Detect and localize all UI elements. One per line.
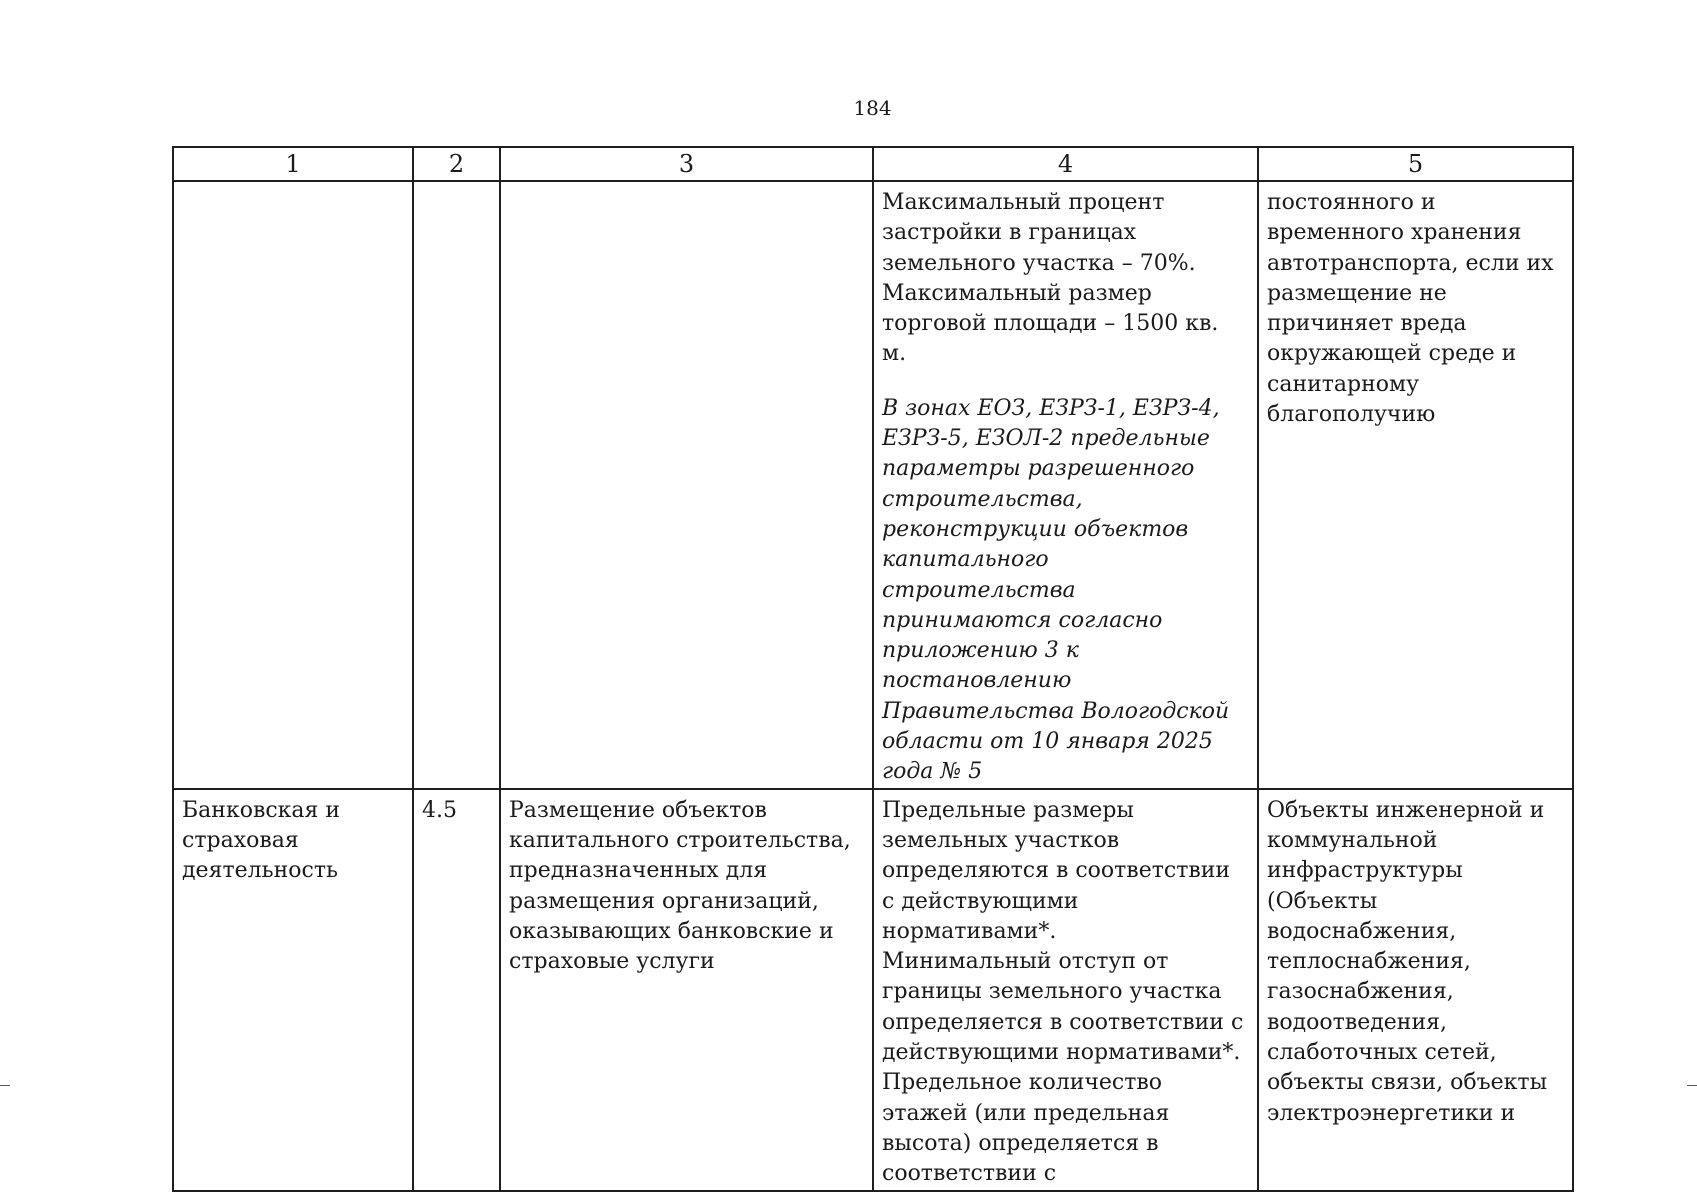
cell-use-type — [173, 181, 413, 789]
right-edge-mark — [1687, 1085, 1697, 1086]
cell-use-type: Банковская и страховая деятельность — [173, 789, 413, 1191]
column-header-4: 4 — [873, 147, 1258, 181]
parameter-text: Минимальный отступ от границы земельного участка определяется в соответствии с действующими нормативами*. — [882, 949, 1244, 1066]
cell-related-uses: Объекты инженерной и коммунальной инфраструктуры (Объекты водоснабжения, теплоснабжения, газоснабжения, водоотведения, слаботочных сетей, объекты связи, объекты электроэнергетики и — [1258, 789, 1573, 1191]
left-edge-mark — [0, 1085, 10, 1086]
parameter-text: Максимальный процент застройки в границах земельного участка – 70%. — [882, 190, 1196, 276]
table-header-row — [173, 147, 1573, 181]
table-row — [173, 789, 1573, 1191]
column-header-1: 1 — [173, 147, 413, 181]
column-header-2: 2 — [413, 147, 500, 181]
parameter-text: Максимальный размер торговой площади – 1500 кв. м. — [882, 280, 1219, 367]
table-row — [173, 181, 1573, 789]
regulations-table — [172, 146, 1574, 1192]
cell-code — [413, 181, 500, 789]
cell-related-uses: постоянного и временного хранения автотранспорта, если их размещение не причиняет вреда окружающей среде и санитарному благополучию — [1258, 181, 1573, 789]
parameter-text: Предельное количество этажей (или предельная высота) определяется в соответствии с — [882, 1070, 1170, 1187]
column-header-5: 5 — [1258, 147, 1573, 181]
cell-parameters — [873, 181, 1258, 789]
column-header-3: 3 — [500, 147, 873, 181]
cell-parameters — [873, 789, 1258, 1191]
cell-code: 4.5 — [413, 789, 500, 1191]
page-number: 184 — [853, 96, 892, 120]
zone-note-text: В зонах ЕОЗ, ЕЗРЗ-1, ЕЗРЗ-4, ЕЗРЗ-5, ЕЗОЛ-2 предельные параметры разрешенного строительства, реконструкции объектов капитального строительства принимаются согласно приложению 3 к постановлению Правительства Вологодской области от 10 января 2025 года № 5 — [882, 395, 1230, 785]
parameter-text: Предельные размеры земельных участков определяются в соответствии с действующими нормативами*. — [882, 797, 1231, 944]
cell-description — [500, 181, 873, 789]
cell-description: Размещение объектов капитального строительства, предназначенных для размещения организаций, оказывающих банковские и страховые услуги — [500, 789, 873, 1191]
